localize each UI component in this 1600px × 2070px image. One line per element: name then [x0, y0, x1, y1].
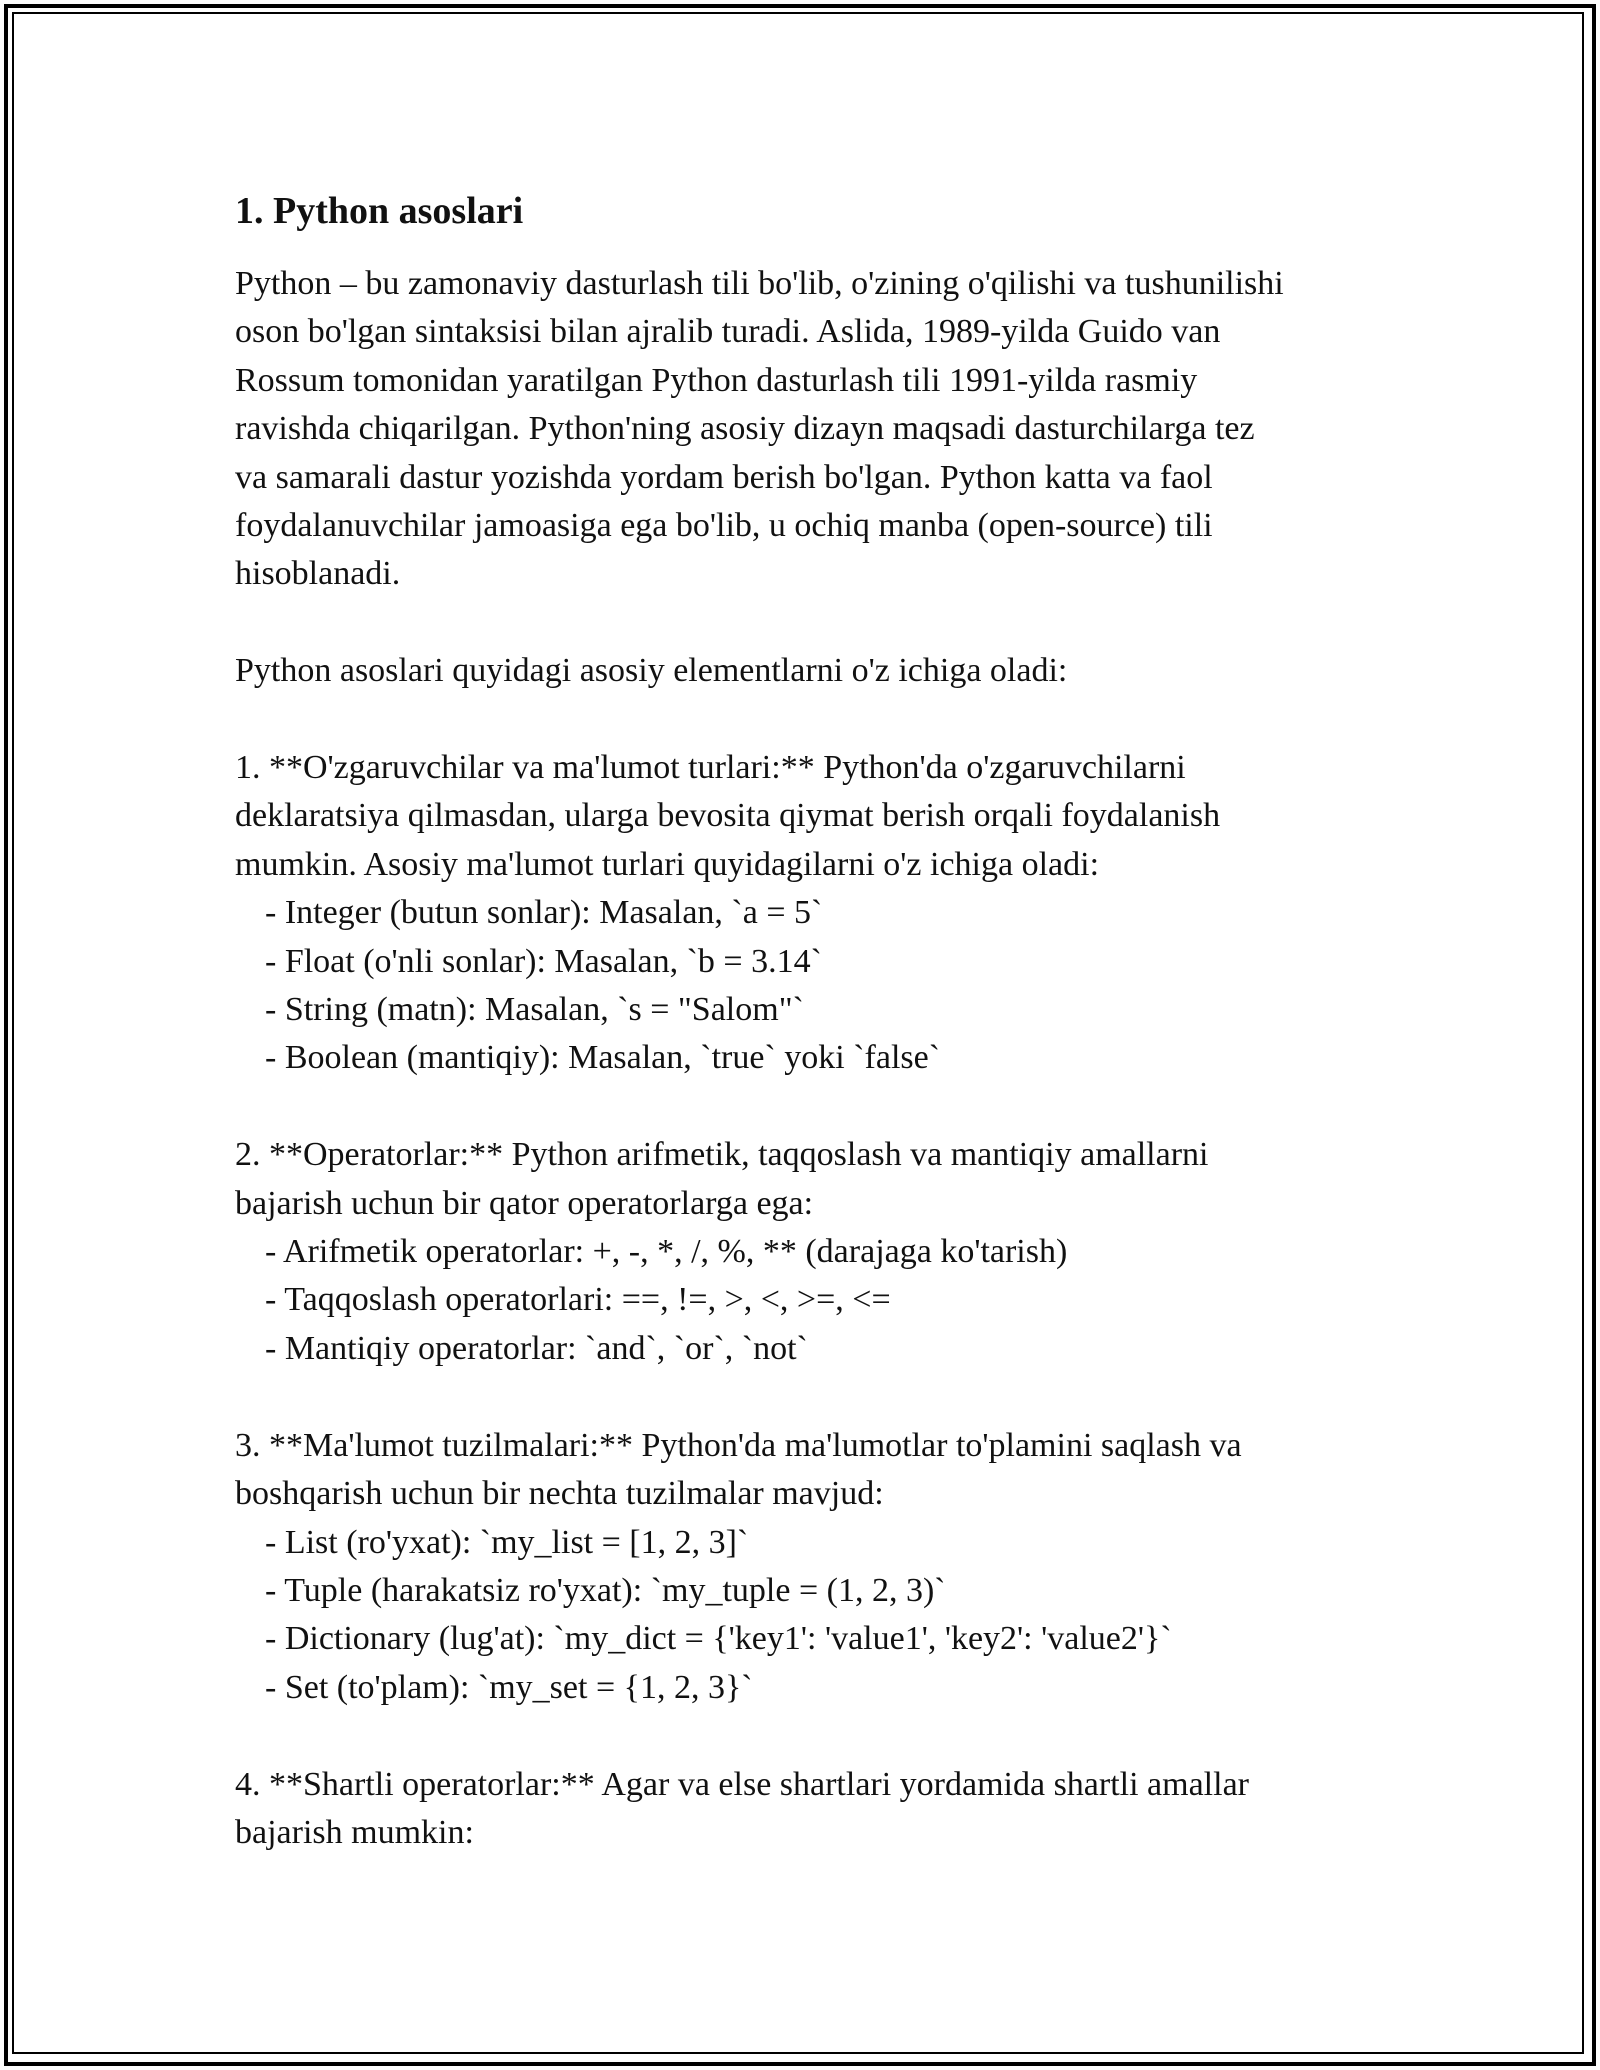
list-item: - Integer (butun sonlar): Masalan, `a = 5`: [265, 894, 823, 932]
text-line: Python asoslari quyidagi asosiy elementlarni o'z ichiga oladi:: [235, 652, 1068, 690]
text-line: Python – bu zamonaviy dasturlash tili bo'lib, o'zining o'qilishi va tushunilishi: [235, 265, 1284, 302]
text-line: 3. **Ma'lumot tuzilmalari:** Python'da ma'lumotlar to'plamini saqlash va: [235, 1426, 1242, 1464]
blank-line: [235, 1712, 1395, 1760]
text-line: deklaratsiya qilmasdan, ularga bevosita qiymat berish orqali foydalanish: [235, 797, 1221, 835]
list-item: - Mantiqiy operatorlar: `and`, `or`, `not`: [265, 1329, 808, 1367]
blank-line: [235, 1373, 1395, 1421]
text-line: 1. **O'zgaruvchilar va ma'lumot turlari:** Python'da o'zgaruvchilarni: [235, 749, 1186, 787]
text-line: 4. **Shartli operatorlar:** Agar va else shartlari yordamida shartli amallar: [235, 1765, 1249, 1803]
text-line: bajarish uchun bir qator operatorlarga ega:: [235, 1184, 814, 1222]
list-item: - String (matn): Masalan, `s = "Salom"`: [265, 991, 804, 1029]
text-line: bajarish mumkin:: [235, 1813, 474, 1851]
text-line: ravishda chiqarilgan. Python'ning asosiy dizayn maqsadi dasturchilarga tez: [235, 410, 1255, 448]
list-item: - Boolean (mantiqiy): Masalan, `true` yoki `false`: [265, 1039, 941, 1077]
text-line: Rossum tomonidan yaratilgan Python dasturlash tili 1991-yilda rasmiy: [235, 361, 1198, 399]
text-line: foydalanuvchilar jamoasiga ega bo'lib, u ochiq manba (open-source) tili: [235, 507, 1213, 545]
document-title: 1. Python asoslari: [235, 190, 524, 232]
document-body: [235, 186, 1395, 1857]
list-item: - Tuple (harakatsiz ro'yxat): `my_tuple = (1, 2, 3)`: [265, 1571, 946, 1609]
list-item: - Dictionary (lug'at): `my_dict = {'key1': 'value1', 'key2': 'value2'}`: [265, 1620, 1172, 1658]
text-line: hisoblanadi.: [235, 555, 401, 593]
blank-line: [235, 1083, 1395, 1131]
list-item: - Float (o'nli sonlar): Masalan, `b = 3.14`: [265, 942, 822, 980]
text-line: va samarali dastur yozishda yordam berish bo'lgan. Python katta va faol: [235, 458, 1213, 496]
list-item: - List (ro'yxat): `my_list = [1, 2, 3]`: [265, 1523, 749, 1561]
blank-line: [235, 599, 1395, 647]
blank-line: [235, 696, 1395, 744]
text-line: 2. **Operatorlar:** Python arifmetik, taqqoslash va mantiqiy amallarni: [235, 1136, 1209, 1174]
text-line: oson bo'lgan sintaksisi bilan ajralib turadi. Aslida, 1989-yilda Guido van: [235, 313, 1221, 351]
list-item: - Arifmetik operatorlar: +, -, *, /, %, ** (darajaga ko'tarish): [265, 1233, 1068, 1271]
text-line: boshqarish uchun bir nechta tuzilmalar mavjud:: [235, 1475, 884, 1513]
list-item: - Set (to'plam): `my_set = {1, 2, 3}`: [265, 1668, 753, 1706]
list-item: - Taqqoslash operatorlari: ==, !=, >, <, >=, <=: [265, 1281, 891, 1319]
text-line: mumkin. Asosiy ma'lumot turlari quyidagilarni o'z ichiga oladi:: [235, 845, 1100, 883]
